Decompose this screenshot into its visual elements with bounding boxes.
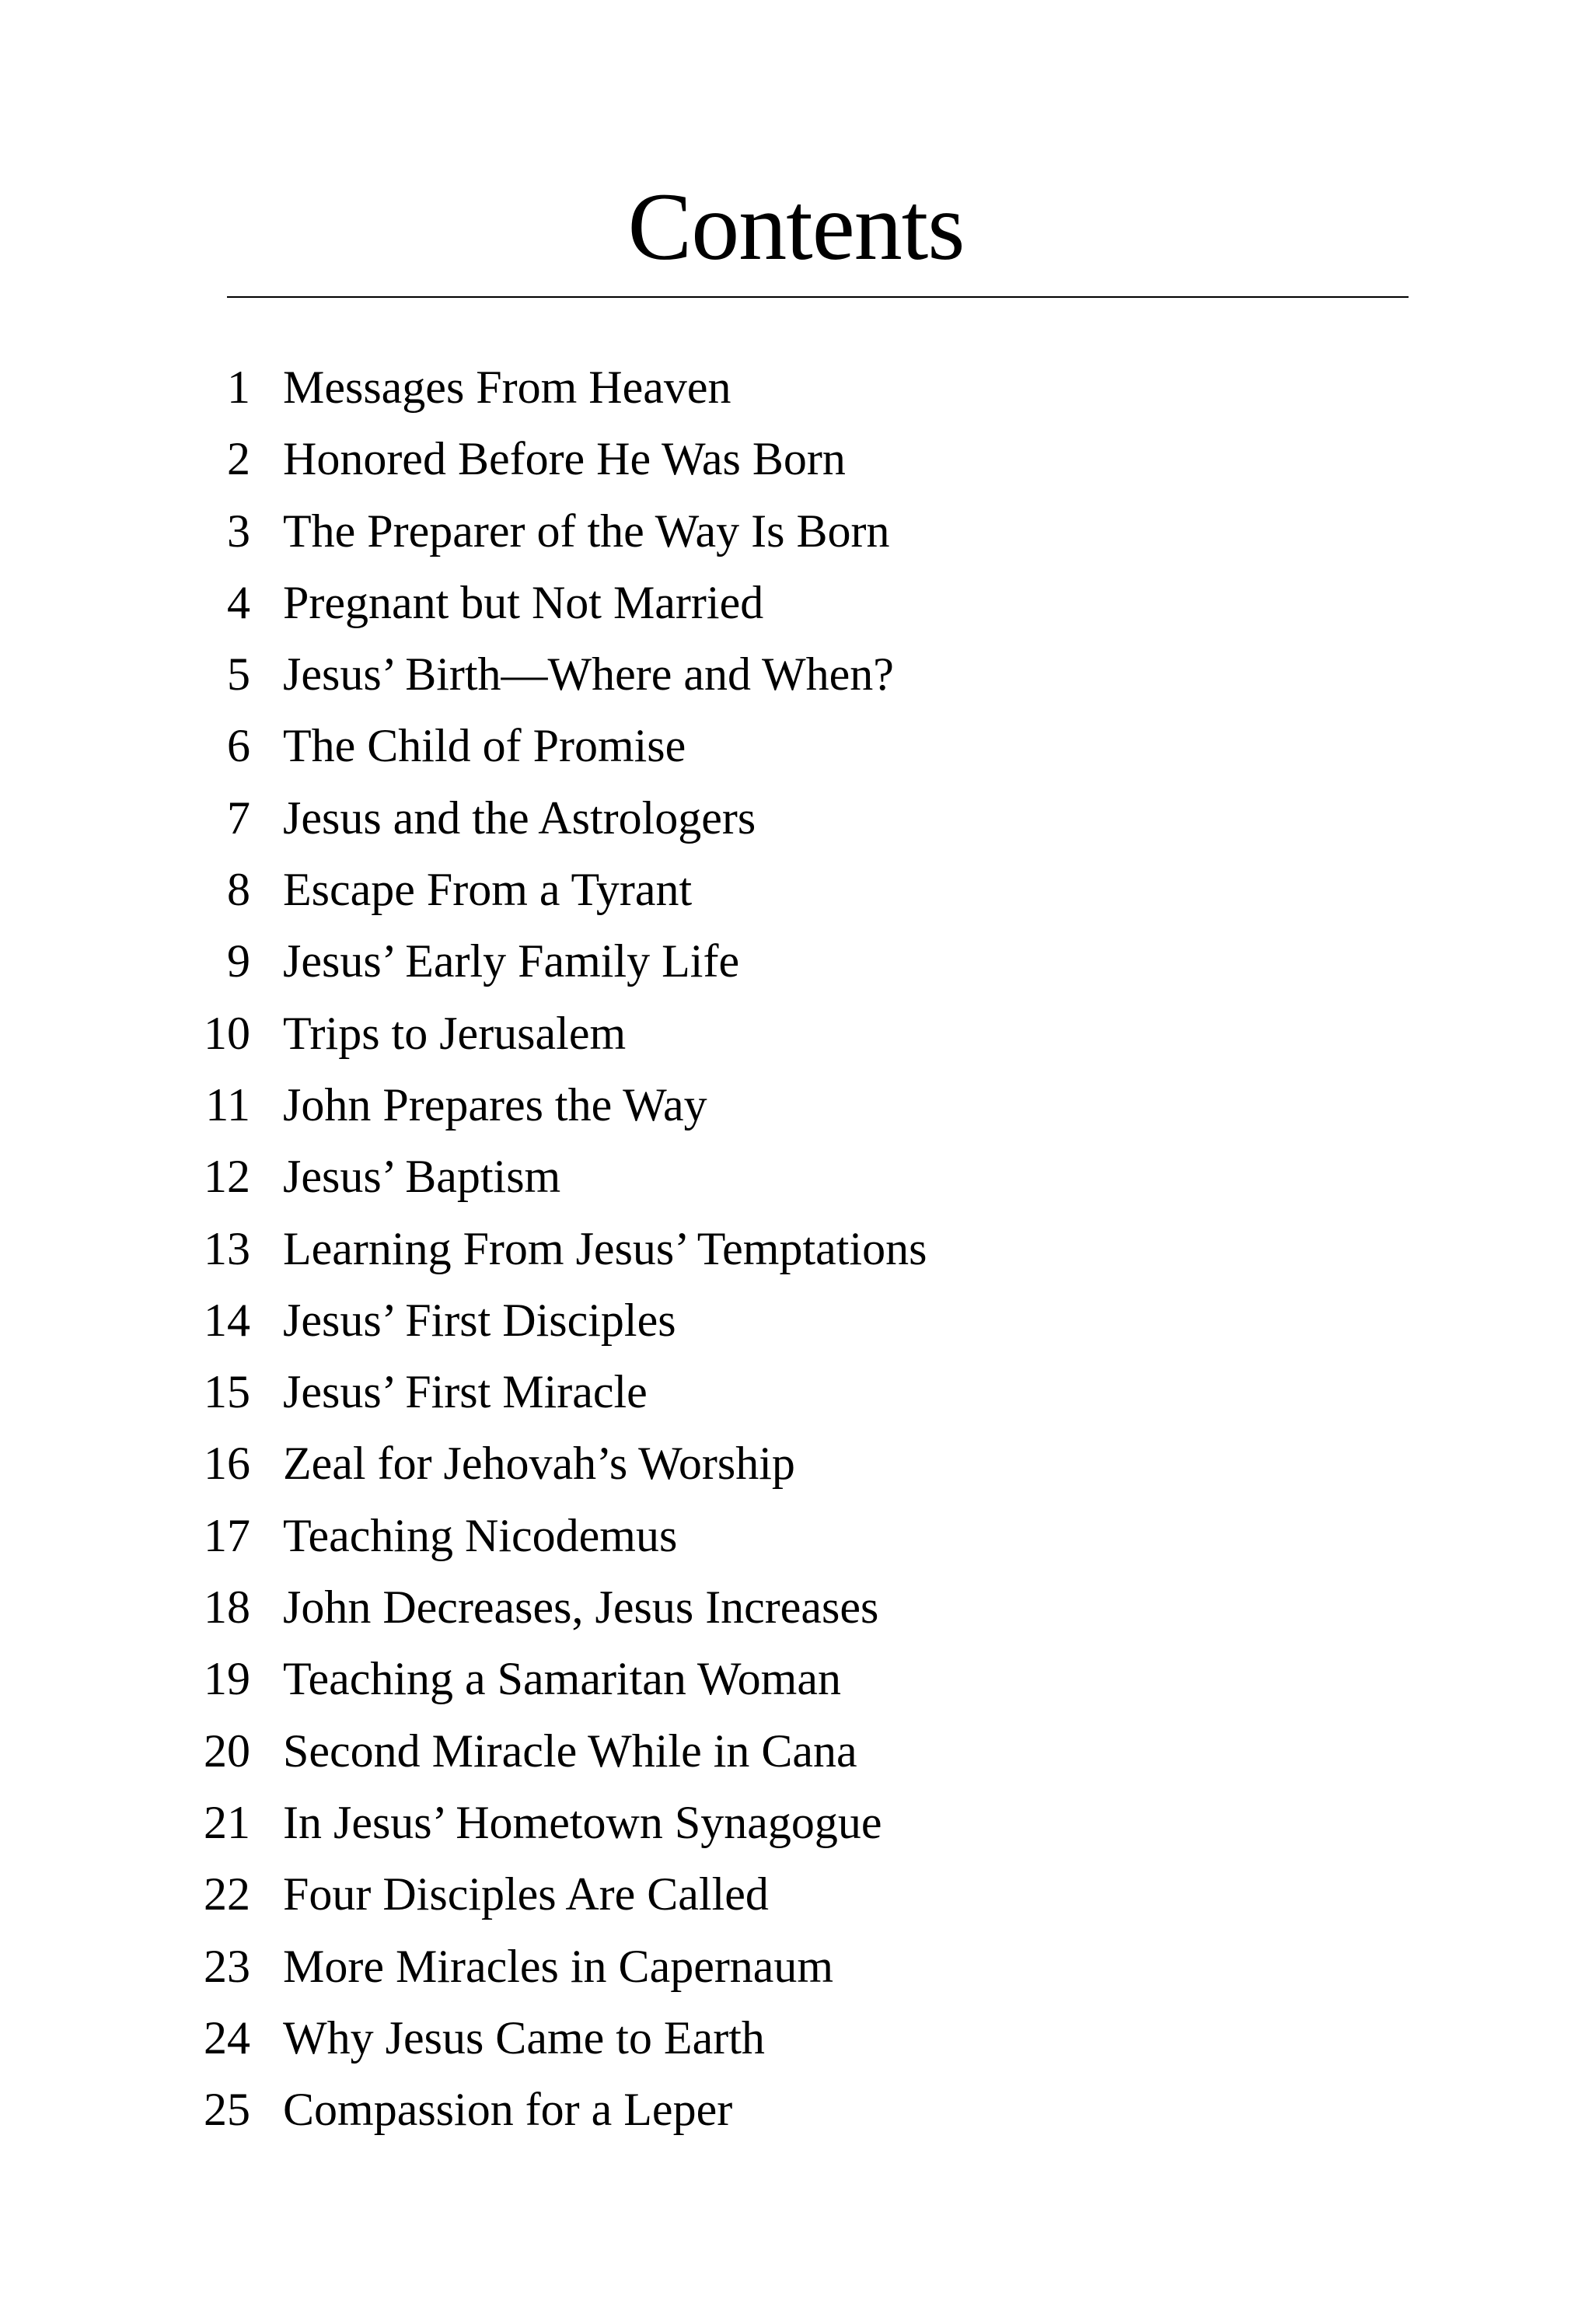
toc-number: 12 xyxy=(204,1151,250,1203)
toc-title: Honored Before He Was Born xyxy=(283,433,846,485)
toc-number: 13 xyxy=(204,1222,250,1274)
toc-title: Teaching a Samaritan Woman xyxy=(283,1653,841,1705)
toc-number: 22 xyxy=(204,1868,250,1920)
toc-number: 19 xyxy=(204,1653,250,1705)
toc-number: 21 xyxy=(204,1796,250,1848)
toc-title: More Miracles in Capernaum xyxy=(283,1940,834,1992)
toc-entry-3 xyxy=(155,495,1399,567)
toc-entry-2 xyxy=(155,423,1399,495)
toc-entry-19 xyxy=(155,1643,1399,1714)
toc-title: Jesus’ First Miracle xyxy=(283,1366,648,1418)
toc-title: John Prepares the Way xyxy=(283,1078,707,1131)
toc-entry-11 xyxy=(155,1069,1399,1141)
toc-entry-9 xyxy=(155,925,1399,997)
toc-entry-7 xyxy=(155,782,1399,854)
toc-entry-18 xyxy=(155,1571,1399,1643)
toc-title: Four Disciples Are Called xyxy=(283,1868,769,1920)
toc-title: Escape From a Tyrant xyxy=(283,864,693,916)
toc-title: Zeal for Jehovah’s Worship xyxy=(283,1438,795,1490)
toc-title: Jesus and the Astrologers xyxy=(283,792,756,844)
toc-entry-6 xyxy=(155,710,1399,781)
toc-title: Trips to Jerusalem xyxy=(283,1007,627,1059)
toc-number: 25 xyxy=(204,2084,250,2136)
toc-number: 20 xyxy=(204,1725,250,1777)
toc-entry-25 xyxy=(155,2074,1399,2145)
toc-title: Jesus’ First Disciples xyxy=(283,1294,676,1346)
toc-entry-24 xyxy=(155,2002,1399,2074)
toc-number: 10 xyxy=(204,1007,250,1059)
toc-entry-8 xyxy=(155,854,1399,925)
toc-title: The Preparer of the Way Is Born xyxy=(283,505,890,557)
toc-number: 14 xyxy=(204,1294,250,1346)
toc-number: 18 xyxy=(204,1581,250,1634)
title-divider xyxy=(227,296,1409,298)
toc-entry-5 xyxy=(155,638,1399,710)
toc-entry-10 xyxy=(155,998,1399,1069)
toc-number: 5 xyxy=(227,648,250,701)
toc-title: Why Jesus Came to Earth xyxy=(283,2011,765,2064)
toc-entry-14 xyxy=(155,1284,1399,1356)
toc-entry-1 xyxy=(155,351,1399,423)
toc-entry-4 xyxy=(155,567,1399,638)
toc-number: 17 xyxy=(204,1509,250,1561)
toc-entry-17 xyxy=(155,1500,1399,1571)
toc-number: 6 xyxy=(227,720,250,772)
toc-entry-15 xyxy=(155,1356,1399,1428)
toc-number: 24 xyxy=(204,2011,250,2064)
toc-title: Teaching Nicodemus xyxy=(283,1509,678,1561)
toc-title: Jesus’ Birth—Where and When? xyxy=(283,648,894,701)
toc-title: Pregnant but Not Married xyxy=(283,576,764,628)
toc-title: Jesus’ Early Family Life xyxy=(283,935,740,987)
toc-number: 2 xyxy=(227,433,250,485)
toc-entry-23 xyxy=(155,1931,1399,2002)
toc-number: 3 xyxy=(227,505,250,557)
toc-entry-12 xyxy=(155,1141,1399,1212)
toc-title: Learning From Jesus’ Temptations xyxy=(283,1222,927,1274)
toc-title: John Decreases, Jesus Increases xyxy=(283,1581,879,1634)
toc-title: Jesus’ Baptism xyxy=(283,1151,561,1203)
toc-title: Messages From Heaven xyxy=(283,362,731,413)
toc-title: Second Miracle While in Cana xyxy=(283,1725,857,1777)
toc-number: 1 xyxy=(227,362,250,413)
toc-number: 23 xyxy=(204,1940,250,1992)
toc-number: 7 xyxy=(227,792,250,844)
toc-title: Compassion for a Leper xyxy=(283,2084,733,2136)
toc-number: 8 xyxy=(227,864,250,916)
page-title: Contents xyxy=(627,173,965,280)
toc-number: 11 xyxy=(205,1078,250,1131)
toc-entry-13 xyxy=(155,1213,1399,1284)
toc-number: 4 xyxy=(227,576,250,628)
table-of-contents xyxy=(155,351,1399,2145)
toc-number: 16 xyxy=(204,1438,250,1490)
toc-entry-20 xyxy=(155,1715,1399,1787)
toc-entry-22 xyxy=(155,1858,1399,1930)
toc-number: 9 xyxy=(227,935,250,987)
toc-number: 15 xyxy=(204,1366,250,1418)
toc-entry-16 xyxy=(155,1428,1399,1499)
toc-title: The Child of Promise xyxy=(283,720,686,772)
toc-title: In Jesus’ Hometown Synagogue xyxy=(283,1796,882,1848)
toc-entry-21 xyxy=(155,1787,1399,1858)
